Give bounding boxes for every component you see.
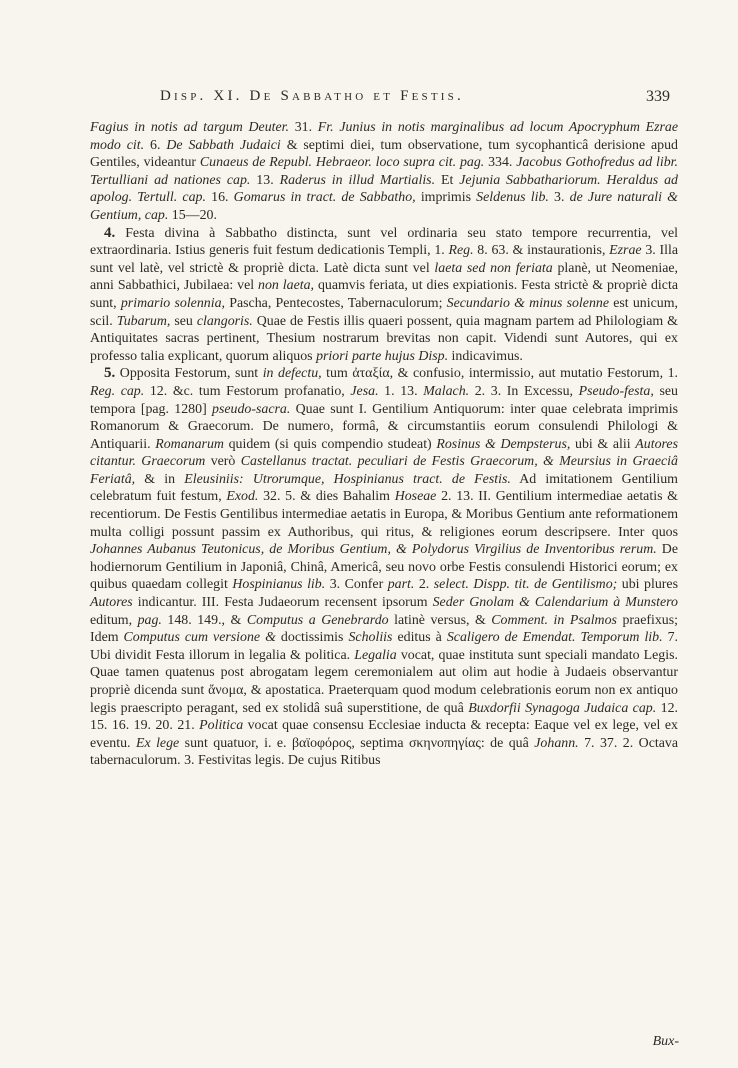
text-run: 3. Illa sunt vel latè, vel strictè & propriè dicta. Latè dicta sunt vel <box>90 243 678 276</box>
italic-reference: in defectu, <box>262 366 322 382</box>
text-run: 13. <box>250 172 280 188</box>
italic-reference: Fr. Junius in notis marginalibus ad locum Apocryphum Ezrae modo cit. <box>90 120 678 153</box>
italic-reference: Johann. <box>534 735 579 751</box>
italic-reference: Ezrae <box>609 243 642 259</box>
italic-reference: Seder Gnolam & Calendarium à Munstero <box>432 595 678 611</box>
text-run: & septimi diei, tum observatione, tum sycophanticâ derisione apud Gentiles, videantur <box>90 137 679 171</box>
text-run: 8. 63. & instaurationis, <box>473 243 610 259</box>
italic-reference: Tubarum, <box>116 313 171 329</box>
text-run: 15—20. <box>168 207 217 223</box>
text-run: 31. <box>289 120 318 135</box>
text-run: Opposita Festorum, sunt <box>115 366 263 382</box>
text-run: sunt quatuor, i. e. βαϊοφόρος, septima σκηνοπηγίας: de quâ <box>179 735 535 751</box>
text-run: 16. <box>205 190 234 206</box>
italic-reference: clangoris. <box>196 313 253 329</box>
italic-reference: Computus cum versione & <box>123 630 276 646</box>
italic-reference: Comment. in Psalmos <box>491 612 617 628</box>
text-run: 7. 37. 2. Octava tabernaculorum. 3. Festivitas legis. De cujus Ritibus <box>90 735 679 769</box>
text-run: seu <box>170 313 197 329</box>
italic-reference: Fagius in notis ad targum Deuter. <box>90 120 289 135</box>
italic-reference: Eleusiniis: Utrorumque, Hospinianus tract. de Festis. <box>184 471 511 487</box>
text-run: est unicum, scil. <box>90 295 679 329</box>
paragraph-number: 4. <box>104 224 116 241</box>
text-run: 2. 13. II. Gentilium intermediae aetatis & recentiorum. De Festis Gentilibus intermediae aetatis in Europa, & Moribus Gentium ante reformationem multa colligi possunt passim ex Authoribus, qui ritus, & religiones eorum descripsere. Inter quos <box>90 489 678 540</box>
text-run: 12. 15. 16. 19. 20. 21. <box>90 700 678 734</box>
italic-reference: Reg. cap. <box>90 383 145 399</box>
italic-reference: Scaligero de Emendat. Temporum lib. <box>446 630 663 646</box>
italic-reference: Gomarus in tract. de Sabbatho, <box>233 190 416 206</box>
catchword: Bux- <box>652 1034 679 1049</box>
paragraph-5 <box>90 365 678 770</box>
text-run: editus à <box>392 630 447 646</box>
italic-reference: Seldenus lib. <box>476 190 549 206</box>
italic-reference: Rosinus & Dempsterus, <box>436 436 571 452</box>
text-run: indicantur. III. Festa Judaeorum recensent ipsorum <box>132 595 433 611</box>
text-run: Pascha, Pentecostes, Tabernaculorum; <box>225 295 447 311</box>
text-run: quidem (si quis compendio studeat) <box>223 436 437 452</box>
text-run: 2. <box>414 577 434 593</box>
text-run: ubi plures <box>617 577 678 593</box>
text-run: Ad imitationem Gentilium celebratum fuit festum, <box>90 471 678 505</box>
italic-reference: Raderus in illud Martialis. <box>279 172 436 188</box>
page-header <box>82 88 682 112</box>
text-run: & in <box>135 471 185 487</box>
italic-reference: Hoseae <box>394 489 437 505</box>
text-run: Et <box>435 172 460 188</box>
text-run: vocat, quae instituta sunt speciali mandato Legis. Quae tamen quatenus post abrogatam legem ceremonialem aut olim aut hodie à Judaeis observantur propriè dicenda sunt ἄνομα, & apostatica. Praeterquam quod modum celebrationis eorum non ex antiquo legis praescripto peragant, sed ex stolidâ suâ superstitione, de quâ <box>90 647 678 716</box>
italic-reference: pag. <box>137 612 162 628</box>
text-run: Festa divina à Sabbatho distincta, sunt vel ordinaria seu stato tempore recurrentia, vel extraordinaria. Istius generis fuit festum dedicationis Templi, 1. <box>90 225 678 259</box>
italic-reference: primario solennia, <box>120 295 226 311</box>
italic-reference: Ex lege <box>135 735 180 751</box>
italic-reference: Legalia <box>354 647 397 663</box>
italic-reference: Romanarum <box>155 436 224 452</box>
paragraph-continuation <box>90 119 678 225</box>
italic-reference: Scholiis <box>348 630 393 646</box>
italic-reference: Pseudo-festa, <box>578 383 654 399</box>
text-run: quamvis feriata, ut dies expiationis. Festa strictè & propriè dicta sunt, <box>90 278 678 311</box>
italic-reference: Castellanus tractat. peculiari de Festis Graecorum, & Meursius in Graeciâ Feriatâ, <box>90 454 678 487</box>
text-run: Quae de Festis illis quaeri possent, quia magnam partem ad Philologiam & Antiquitates sacras pertinent, Thesium nostrarum brevitas non capit. Videndi sunt Autores, qui ex professo talia explicant, quorum aliquos <box>90 313 678 364</box>
italic-reference: Hospinianus lib. <box>232 577 326 593</box>
running-head: Disp. XI. De Sabbatho et Festis. <box>160 88 464 104</box>
paragraph-number: 5. <box>104 365 116 382</box>
body-text <box>90 119 678 770</box>
paragraph-4 <box>90 225 678 366</box>
text-run: tum ἀταξία, & confusio, intermissio, aut mutatio Festorum, 1. <box>321 366 679 382</box>
italic-reference: pseudo-sacra. <box>212 401 291 417</box>
italic-reference: select. Dispp. tit. de Gentilismo; <box>433 577 618 593</box>
italic-reference: laeta sed non feriata <box>434 260 553 276</box>
italic-reference: non laeta, <box>258 278 315 294</box>
italic-reference: Jacobus Gothofredus ad libr. Tertulliani ad nationes cap. <box>90 155 679 188</box>
text-run: ubi & alii <box>570 436 636 452</box>
italic-reference: Jejunia Sabbathariorum. Heraldus ad apolog. Tertull. cap. <box>90 172 679 206</box>
text-run: 32. 5. & dies Bahalim <box>258 489 395 505</box>
text-run: doctissimis <box>275 630 349 646</box>
text-run: 3. Confer <box>325 577 388 593</box>
italic-reference: Buxdorfii Synagoga Judaica cap. <box>468 700 657 716</box>
text-run: seu tempora [pag. 1280] <box>90 383 678 417</box>
text-run: praefixus; Idem <box>90 612 678 646</box>
italic-reference: part. <box>387 577 415 593</box>
text-run: Quae sunt I. Gentilium Antiquorum: inter quae celebrata imprimis Romanorum & Graecorum. De numero, formâ, & circumstantiis eorum consulendi Philologi & Antiquarii. <box>90 401 678 452</box>
text-run: 2. 3. In Excessu, <box>469 383 579 399</box>
text-run: latinè versus, & <box>388 612 492 628</box>
text-run: 12. &c. tum Festorum profanatio, <box>144 383 351 399</box>
italic-reference: De Sabbath Judaici <box>166 137 281 153</box>
italic-reference: Johannes Aubanus Teutonicus, de Moribus Gentium, & Polydorus Virgilius de Inventoribus rerum. <box>90 542 657 558</box>
text-run: verò <box>205 454 241 470</box>
italic-reference: de Jure naturali & Gentium, cap. <box>90 190 678 223</box>
italic-reference: Politica <box>199 718 244 734</box>
italic-reference: Jesa. <box>350 383 379 399</box>
italic-reference: Exod. <box>226 489 259 505</box>
text-run: indicavimus. <box>448 348 523 364</box>
italic-reference: Computus a Genebrardo <box>246 612 389 628</box>
italic-reference: Autores <box>90 595 133 611</box>
text-run: 3. <box>548 190 570 206</box>
text-run: planè, ut Neomeniae, anni Sabbathici, Jubilaea: vel <box>90 260 678 294</box>
italic-reference: Cunaeus de Republ. Hebraeor. loco supra cit. pag. <box>199 155 485 171</box>
italic-reference: Malach. <box>423 383 470 399</box>
text-run: imprimis <box>415 190 477 206</box>
text-run: 6. <box>144 137 167 153</box>
italic-reference: Reg. <box>448 243 474 259</box>
page-number: 339 <box>646 88 670 105</box>
text-run: vocat quae consensu Ecclesiae inducta & recepta: Eaque vel ex lege, vel ex eventu. <box>90 718 678 751</box>
text-run: 148. 149., & <box>161 612 247 628</box>
italic-reference: Autores citantur. Graecorum <box>90 436 678 470</box>
text-run: De hodiernorum Gentilium in Japoniâ, Chinâ, Americâ, seu novo orbe Festis consulendi Historici eorum; ex quibus quaedam collegit <box>90 542 679 593</box>
text-run: 1. 13. <box>378 383 424 399</box>
text-run: 7. Ubi dividit Festa illorum in legalia & politica. <box>90 630 679 663</box>
text-run: editum, <box>90 612 138 628</box>
italic-reference: Secundario & minus solenne <box>446 295 609 311</box>
text-run: 334. <box>484 155 517 171</box>
italic-reference: priori parte hujus Disp. <box>316 348 449 364</box>
